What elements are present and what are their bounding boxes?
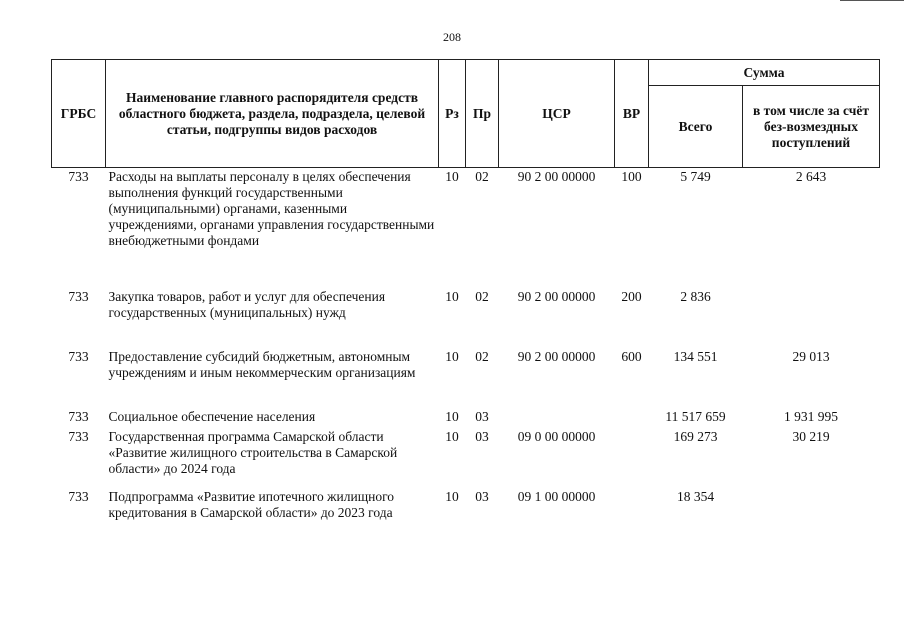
header-pr: Пр bbox=[466, 60, 499, 168]
cell-grbs: 733 bbox=[68, 489, 89, 504]
cell-rz: 10 bbox=[445, 429, 459, 444]
cell-csr: 09 1 00 00000 bbox=[517, 489, 596, 504]
cell-grbs: 733 bbox=[68, 169, 89, 184]
cell-name: Закупка товаров, работ и услуг для обеспечения государственных (муниципальных) нужд bbox=[108, 289, 386, 320]
cell-vr bbox=[615, 489, 649, 549]
cell-csr bbox=[499, 409, 615, 429]
header-vr: ВР bbox=[615, 60, 649, 168]
cell-grbs: 733 bbox=[68, 409, 89, 424]
cell-name: Социальное обеспечение населения bbox=[108, 409, 316, 424]
cell-pr: 02 bbox=[475, 349, 489, 364]
cell-rz: 10 bbox=[445, 489, 459, 504]
table-row bbox=[52, 349, 880, 409]
cell-pr: 03 bbox=[475, 409, 489, 424]
cell-vr bbox=[615, 429, 649, 489]
cell-rz: 10 bbox=[445, 349, 459, 364]
header-rz: Рз bbox=[439, 60, 466, 168]
cell-csr: 90 2 00 00000 bbox=[517, 289, 596, 304]
cell-pr: 02 bbox=[475, 289, 489, 304]
cell-grbs: 733 bbox=[68, 289, 89, 304]
header-csr: ЦСР bbox=[499, 60, 615, 168]
cell-rz: 10 bbox=[445, 169, 459, 184]
header-total: Всего bbox=[649, 86, 743, 168]
table-row bbox=[52, 409, 880, 429]
table-row bbox=[52, 429, 880, 489]
cell-free: 29 013 bbox=[792, 349, 830, 364]
cell-name: Предоставление субсидий бюджетным, автономным учреждениям и иным некоммерческим организациям bbox=[108, 349, 416, 380]
cell-rz: 10 bbox=[445, 409, 459, 424]
cell-free bbox=[743, 289, 880, 349]
cell-vr: 600 bbox=[621, 349, 642, 364]
cell-vr: 200 bbox=[621, 289, 642, 304]
table-row bbox=[52, 489, 880, 549]
budget-table bbox=[51, 59, 880, 549]
cell-csr: 09 0 00 00000 bbox=[517, 429, 596, 444]
cell-pr: 02 bbox=[475, 169, 489, 184]
cell-free: 2 643 bbox=[795, 169, 827, 184]
cell-free: 1 931 995 bbox=[784, 409, 838, 424]
cell-total: 134 551 bbox=[673, 349, 718, 364]
header-sum: Сумма bbox=[649, 60, 880, 86]
table-row bbox=[52, 168, 880, 290]
cell-rz: 10 bbox=[445, 289, 459, 304]
corner-line bbox=[840, 0, 904, 1]
header-name: Наименование главного распорядителя средств областного бюджета, раздела, подраздела, целевой статьи, подгруппы видов расходов bbox=[106, 60, 439, 168]
header-including: в том числе за счёт без-возмездных поступлений bbox=[743, 86, 880, 168]
cell-pr: 03 bbox=[475, 429, 489, 444]
cell-total: 169 273 bbox=[673, 429, 718, 444]
cell-total: 18 354 bbox=[676, 489, 715, 504]
cell-total: 11 517 659 bbox=[665, 409, 726, 424]
cell-vr: 100 bbox=[621, 169, 642, 184]
header-grbs: ГРБС bbox=[52, 60, 106, 168]
cell-vr bbox=[615, 409, 649, 429]
cell-grbs: 733 bbox=[68, 429, 89, 444]
cell-name: Расходы на выплаты персоналу в целях обеспечения выполнения функций государственными (муниципальными) органами, казенными учреждениями, органами управления государственными внебюджетными фондами bbox=[108, 169, 435, 248]
cell-pr: 03 bbox=[475, 489, 489, 504]
cell-free bbox=[743, 489, 880, 549]
table-row bbox=[52, 289, 880, 349]
page-number: 208 bbox=[443, 30, 461, 44]
cell-csr: 90 2 00 00000 bbox=[517, 169, 596, 184]
cell-total: 5 749 bbox=[680, 169, 711, 184]
cell-total: 2 836 bbox=[680, 289, 711, 304]
cell-grbs: 733 bbox=[68, 349, 89, 364]
cell-csr: 90 2 00 00000 bbox=[517, 349, 596, 364]
cell-name: Государственная программа Самарской области «Развитие жилищного строительства в Самарской области» до 2024 года bbox=[108, 429, 398, 476]
cell-name: Подпрограмма «Развитие ипотечного жилищного кредитования в Самарской области» до 2023 года bbox=[108, 489, 395, 520]
cell-free: 30 219 bbox=[792, 429, 830, 444]
